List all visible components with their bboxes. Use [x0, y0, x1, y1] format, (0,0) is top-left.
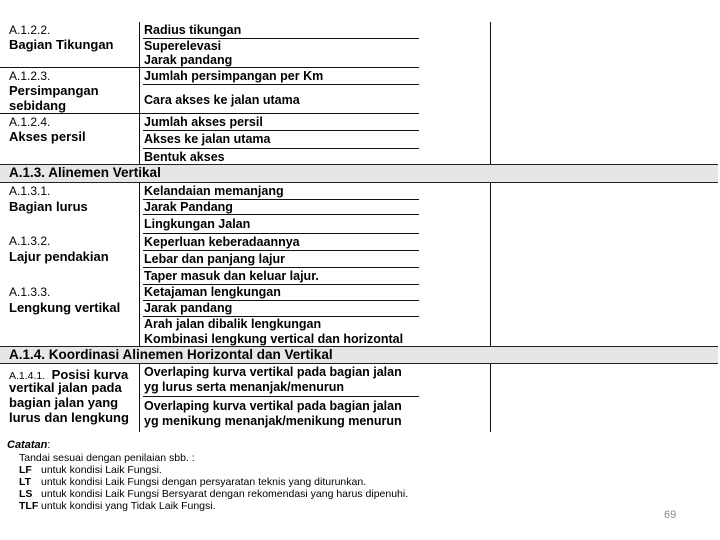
note-text: untuk kondisi Laik Fungsi Bersyarat dengan rekomendasi yang harus dipenuhi. — [41, 488, 409, 500]
page-number: 69 — [664, 509, 677, 521]
criterion: Overlaping kurva vertikal pada bagian jalan — [144, 399, 402, 413]
section-title: A.1.3. Alinemen Vertikal — [9, 165, 161, 180]
criterion: Ketajaman lengkungan — [144, 285, 281, 299]
criterion: Jumlah persimpangan per Km — [144, 69, 324, 83]
criterion: Radius tikungan — [144, 23, 242, 37]
criterion: Jarak pandang — [144, 53, 233, 67]
criterion: Cara akses ke jalan utama — [144, 93, 300, 107]
criterion: Taper masuk dan keluar lajur. — [144, 269, 319, 283]
criterion-underline — [143, 396, 419, 397]
criterion: Overlaping kurva vertikal pada bagian jalan — [144, 365, 402, 379]
row-divider — [0, 113, 419, 114]
criterion: Bentuk akses — [144, 150, 225, 164]
criterion: Lebar dan panjang lajur — [144, 252, 285, 266]
criterion: Akses ke jalan utama — [144, 132, 271, 146]
note-text: untuk kondisi Laik Fungsi. — [41, 464, 162, 476]
row-label: Lengkung vertikal — [9, 300, 121, 315]
row-code: A.1.2.4. — [9, 115, 51, 129]
row-label: Persimpangan — [9, 83, 99, 98]
notes-heading: Catatan: — [7, 439, 51, 451]
column-divider-assessment — [490, 22, 491, 432]
note-text: untuk kondisi Laik Fungsi dengan persyaratan teknis yang diturunkan. — [41, 476, 367, 488]
row-label: Bagian Tikungan — [9, 37, 114, 52]
row-code: A.1.2.3. — [9, 69, 51, 83]
criterion: Keperluan keberadaannya — [144, 235, 300, 249]
criterion-underline — [143, 148, 419, 149]
criterion: Kombinasi lengkung vertical dan horizontal — [144, 332, 404, 346]
criterion-underline — [143, 250, 419, 251]
row-label: Posisi kurva — [51, 367, 129, 382]
criterion: Arah jalan dibalik lengkungan — [144, 317, 322, 331]
criterion: yg lurus serta menanjak/menurun — [144, 380, 345, 394]
row-code: A.1.3.2. — [9, 234, 51, 248]
row-label: bagian jalan yang — [9, 395, 119, 410]
criterion-underline — [143, 130, 419, 131]
criterion-underline — [143, 233, 419, 234]
note-code: LT — [19, 476, 32, 488]
note-item — [19, 489, 408, 500]
row-label: Bagian lurus — [9, 199, 88, 214]
row-code: A.1.4.1. — [9, 370, 46, 382]
criterion-underline — [143, 214, 419, 215]
section-title: A.1.4. Koordinasi Alinemen Horizontal dan Vertikal — [9, 347, 333, 362]
row-label: Lajur pendakian — [9, 249, 109, 264]
note-code: LF — [19, 464, 32, 476]
column-divider-criteria — [139, 22, 140, 432]
criterion: yg menikung menanjak/menikung menurun — [144, 414, 402, 428]
note-code: LS — [19, 488, 33, 500]
row-divider — [0, 67, 419, 68]
criterion: Jumlah akses persil — [144, 115, 263, 129]
note-code: TLF — [19, 500, 39, 512]
note-item — [19, 501, 216, 512]
criterion-underline — [143, 267, 419, 268]
row-label: vertikal jalan pada — [9, 380, 122, 395]
note-text: untuk kondisi yang Tidak Laik Fungsi. — [41, 500, 216, 512]
criterion: Superelevasi — [144, 39, 222, 53]
criterion: Jarak pandang — [144, 301, 233, 315]
criterion-underline — [143, 84, 419, 85]
notes-intro: Tandai sesuai dengan penilaian sbb. : — [19, 452, 195, 464]
row-code: A.1.3.3. — [9, 285, 51, 299]
row-code: A.1.2.2. — [9, 23, 51, 37]
criterion: Kelandaian memanjang — [144, 184, 284, 198]
criterion: Jarak Pandang — [144, 200, 233, 214]
row-label: lurus dan lengkung — [9, 410, 129, 425]
row-label: Akses persil — [9, 129, 86, 144]
row-code: A.1.3.1. — [9, 184, 51, 198]
row-label: sebidang — [9, 98, 67, 113]
criterion: Lingkungan Jalan — [144, 217, 251, 231]
note-item — [19, 477, 366, 488]
note-item — [19, 465, 162, 476]
